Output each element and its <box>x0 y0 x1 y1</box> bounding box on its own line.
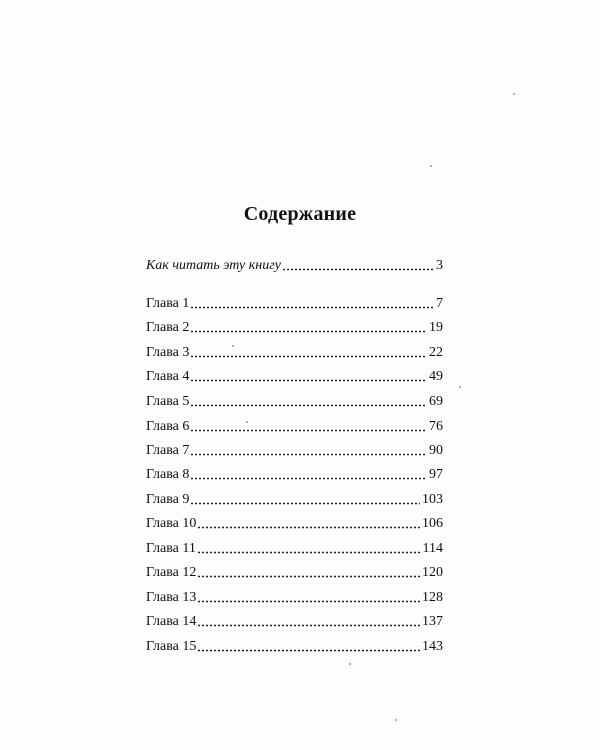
toc-entry-page-number: 49 <box>429 369 443 384</box>
dot-leader <box>190 404 427 407</box>
toc-entry-label: Глава 4 <box>146 369 190 384</box>
toc-entry <box>146 392 443 412</box>
toc-entry <box>146 294 443 314</box>
dot-leader <box>190 477 427 480</box>
toc-entry-page-number: 143 <box>422 639 443 654</box>
toc-entry-label: Как читать эту книгу <box>146 258 281 273</box>
scan-speck <box>459 386 461 388</box>
dot-leader <box>197 551 421 554</box>
toc-entry-page-number: 3 <box>436 258 443 273</box>
dot-leader <box>190 355 427 358</box>
toc-entry-label: Глава 9 <box>146 492 190 507</box>
toc-entry-label: Глава 7 <box>146 443 190 458</box>
toc-entry-label: Глава 3 <box>146 345 190 360</box>
dot-leader <box>197 575 420 578</box>
dot-leader <box>190 330 427 333</box>
toc-entry-label: Глава 11 <box>146 541 196 556</box>
dot-leader <box>190 502 420 505</box>
toc-entry-label: Глава 5 <box>146 394 190 409</box>
toc-entry-label: Глава 8 <box>146 467 190 482</box>
toc-entry <box>146 490 443 510</box>
toc-entry-label: Глава 6 <box>146 419 190 434</box>
toc-entry-label: Глава 15 <box>146 639 197 654</box>
toc-entry-label: Глава 12 <box>146 565 197 580</box>
toc-entry <box>146 465 443 485</box>
toc-entry-page-number: 97 <box>429 467 443 482</box>
toc-entry-page-number: 114 <box>422 541 443 556</box>
scan-speck <box>513 93 515 95</box>
toc-entry <box>146 637 443 657</box>
toc-entry-page-number: 22 <box>429 345 443 360</box>
toc-entry-label: Глава 1 <box>146 296 190 311</box>
dot-leader <box>197 600 420 603</box>
toc-entry-label: Глава 2 <box>146 320 190 335</box>
toc-entry-page-number: 137 <box>422 614 443 629</box>
toc-entry <box>146 256 443 276</box>
toc-entry-page-number: 69 <box>429 394 443 409</box>
toc-entry-label: Глава 14 <box>146 614 197 629</box>
dot-leader <box>197 649 420 652</box>
toc-entry <box>146 318 443 338</box>
dot-leader <box>190 306 434 309</box>
dot-leader <box>197 624 420 627</box>
toc-entry-page-number: 103 <box>422 492 443 507</box>
toc-entry-page-number: 90 <box>429 443 443 458</box>
dot-leader <box>190 379 427 382</box>
toc-entry-page-number: 106 <box>422 516 443 531</box>
toc-entry <box>146 514 443 534</box>
toc-entry-label: Глава 10 <box>146 516 197 531</box>
dot-leader <box>190 453 427 456</box>
toc-entry-page-number: 7 <box>436 296 443 311</box>
toc-entry-page-number: 76 <box>429 419 443 434</box>
toc-entry <box>146 367 443 387</box>
toc-entry <box>146 588 443 608</box>
table-of-contents <box>146 0 443 750</box>
toc-entry-page-number: 19 <box>429 320 443 335</box>
toc-entry <box>146 563 443 583</box>
toc-entry-page-number: 128 <box>422 590 443 605</box>
toc-entry <box>146 539 443 559</box>
toc-entry <box>146 612 443 632</box>
toc-entry <box>146 417 443 437</box>
toc-entry-page-number: 120 <box>422 565 443 580</box>
dot-leader <box>197 526 420 529</box>
toc-entry-label: Глава 13 <box>146 590 197 605</box>
toc-entry <box>146 441 443 461</box>
dot-leader <box>282 268 434 271</box>
dot-leader <box>190 429 427 432</box>
page-title: Содержание <box>243 203 357 225</box>
toc-entry <box>146 343 443 363</box>
